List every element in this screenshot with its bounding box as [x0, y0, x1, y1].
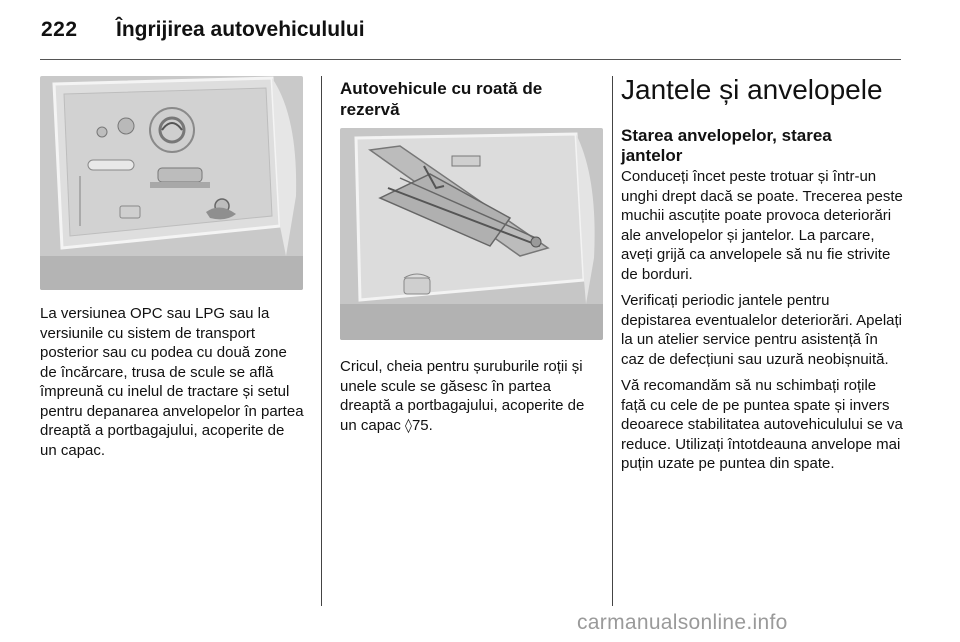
paragraph: Verificați periodic jantele pentru depistarea eventualelor deteriorări. Apelați la un atelier service pentru asistență în caz de defecțiuni sau uzură neobișnuită.	[621, 292, 903, 368]
paragraph: Vă recomandăm să nu schimbați roțile față cu cele de pe puntea spate și invers deoarece stabilitatea autovehiculului se va reduce. Utilizați întotdeauna anvelope mai puțin uzate pe puntea din spate.	[621, 377, 903, 472]
page-title: Îngrijirea autovehiculului	[116, 18, 365, 41]
column-divider-right	[612, 76, 613, 606]
jack-paragraph-text: Cricul, cheia pentru șuruburile roții și unele scule se găsesc în partea dreaptă a portbagajului, acoperite de un capac	[340, 358, 585, 434]
trunk-jack-illustration-icon	[340, 128, 603, 340]
header-rule	[40, 59, 901, 60]
tyre-condition-text	[621, 167, 903, 481]
watermark: carmanualsonline.info	[577, 611, 788, 634]
section-title: Jantele și anvelopele	[621, 74, 883, 105]
tool-kit-figure	[40, 76, 303, 290]
page-number: 222	[41, 18, 78, 41]
trunk-tool-kit-illustration-icon	[40, 76, 303, 290]
column-divider-left	[321, 76, 322, 606]
paragraph: Conduceți încet peste trotuar și într-un unghi drept dacă se poate. Trecerea peste muchii ascuțite poate provoca deteriorări ale anvelopelor și jantelor. La parcare, aveți grijă ca anvelopele să nu fie strivite de borduri.	[621, 168, 903, 283]
jack-paragraph	[340, 357, 605, 436]
tool-kit-paragraph: La versiunea OPC sau LPG sau la versiunile cu sistem de transport posterior sau cu podea cu două zone de încărcare, trusa de scule se află împreună cu inelul de tractare și setul pentru depanarea anvelopelor în partea dreaptă a portbagajului, acoperite de un capac.	[40, 305, 304, 459]
spare-wheel-heading: Autovehicule cu roată de rezervă	[340, 79, 543, 119]
subsection-title: Starea anvelopelor, starea jantelor	[621, 126, 832, 165]
page-reference-arrow-icon: ◊	[405, 417, 412, 434]
page-reference-link[interactable]: 75.	[411, 416, 433, 434]
jack-figure	[340, 128, 603, 340]
